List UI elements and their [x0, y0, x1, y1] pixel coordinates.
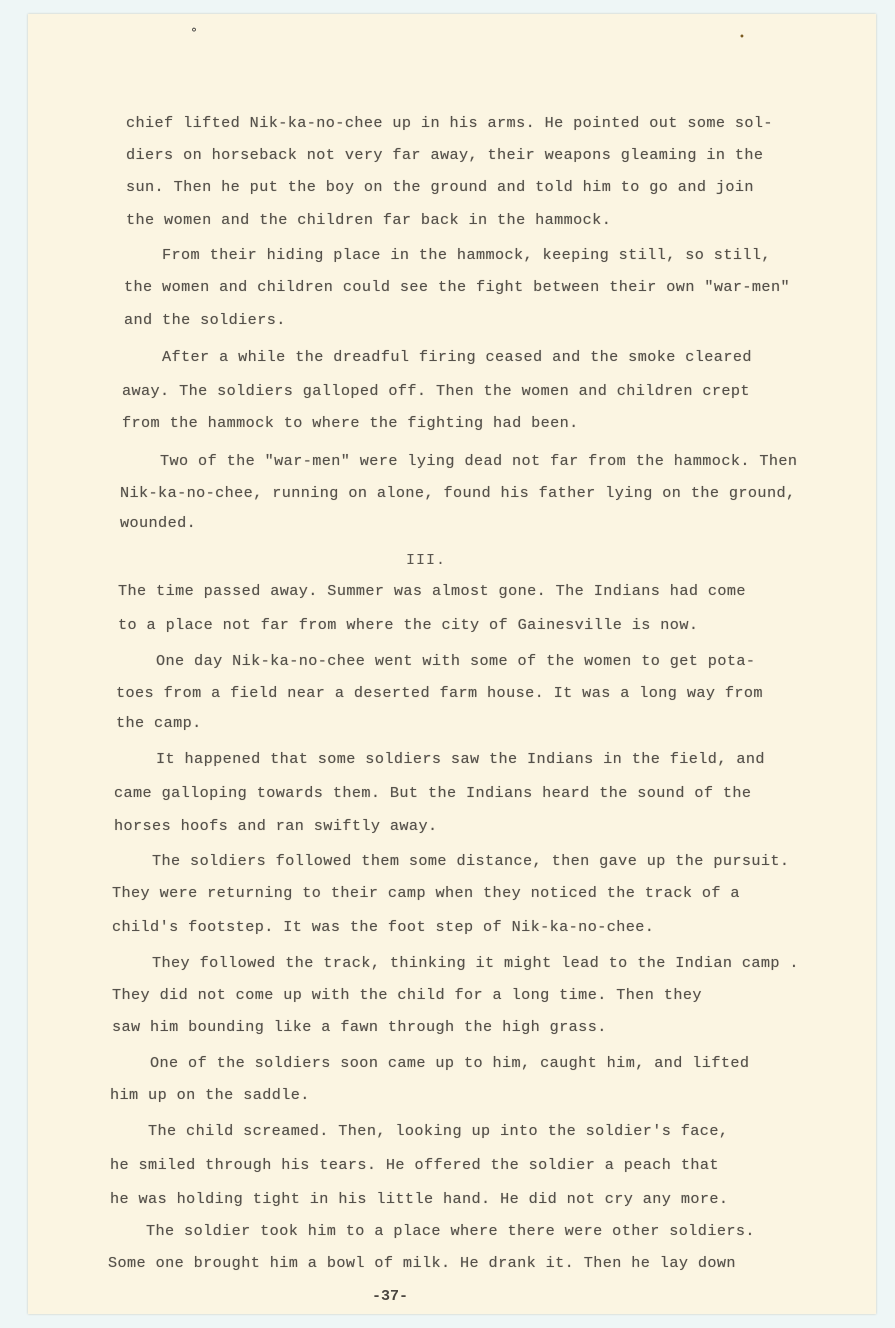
typed-page — [28, 14, 876, 1314]
text-line: They followed the track, thinking it might lead to the Indian camp . — [152, 954, 799, 972]
text-line: They were returning to their camp when they noticed the track of a — [112, 884, 740, 902]
text-line: Some one brought him a bowl of milk. He drank it. Then he lay down — [108, 1254, 736, 1272]
text-line: The soldiers followed them some distance, then gave up the pursuit. — [152, 852, 790, 870]
text-line: the women and the children far back in the hammock. — [126, 211, 612, 229]
text-line: One day Nik-ka-no-chee went with some of the women to get pota- — [156, 652, 756, 670]
text-line: After a while the dreadful firing ceased and the smoke cleared — [162, 348, 752, 366]
text-line: him up on the saddle. — [110, 1086, 310, 1104]
text-line: came galloping towards them. But the Indians heard the sound of the — [114, 784, 752, 802]
text-line: wounded. — [120, 514, 197, 532]
text-line: child's footstep. It was the foot step of Nik-ka-no-chee. — [112, 918, 655, 936]
text-line: Nik-ka-no-chee, running on alone, found his father lying on the ground, — [120, 484, 796, 502]
text-line: Two of the "war-men" were lying dead not far from the hammock. Then — [160, 452, 798, 470]
text-line: The child screamed. Then, looking up into the soldier's face, — [148, 1122, 729, 1140]
text-line: The soldier took him to a place where there were other soldiers. — [146, 1222, 755, 1240]
text-line: the women and children could see the fight between their own "war-men" — [124, 278, 790, 296]
text-line: to a place not far from where the city of Gainesville is now. — [118, 616, 699, 634]
text-line: he was holding tight in his little hand. He did not cry any more. — [110, 1190, 729, 1208]
ink-spot: ° — [191, 26, 197, 40]
text-line: saw him bounding like a fawn through the high grass. — [112, 1018, 607, 1036]
section-heading: III. — [406, 552, 447, 569]
text-line: and the soldiers. — [124, 311, 286, 329]
text-line: away. The soldiers galloped off. Then the women and children crept — [122, 382, 750, 400]
text-line: They did not come up with the child for a long time. Then they — [112, 986, 702, 1004]
text-line: One of the soldiers soon came up to him, caught him, and lifted — [150, 1054, 750, 1072]
text-line: toes from a field near a deserted farm house. It was a long way from — [116, 684, 763, 702]
text-line: The time passed away. Summer was almost gone. The Indians had come — [118, 582, 746, 600]
page-number: -37- — [372, 1288, 409, 1305]
text-line: he smiled through his tears. He offered the soldier a peach that — [110, 1156, 719, 1174]
text-line: from the hammock to where the fighting had been. — [122, 414, 579, 432]
text-line: chief lifted Nik-ka-no-chee up in his arms. He pointed out some sol- — [126, 114, 773, 132]
ink-spot: • — [739, 32, 745, 43]
text-line: the camp. — [116, 714, 202, 732]
text-line: It happened that some soldiers saw the Indians in the field, and — [156, 750, 765, 768]
text-line: horses hoofs and ran swiftly away. — [114, 817, 438, 835]
text-line: From their hiding place in the hammock, keeping still, so still, — [162, 246, 771, 264]
text-line: diers on horseback not very far away, their weapons gleaming in the — [126, 146, 764, 164]
text-line: sun. Then he put the boy on the ground and told him to go and join — [126, 178, 754, 196]
